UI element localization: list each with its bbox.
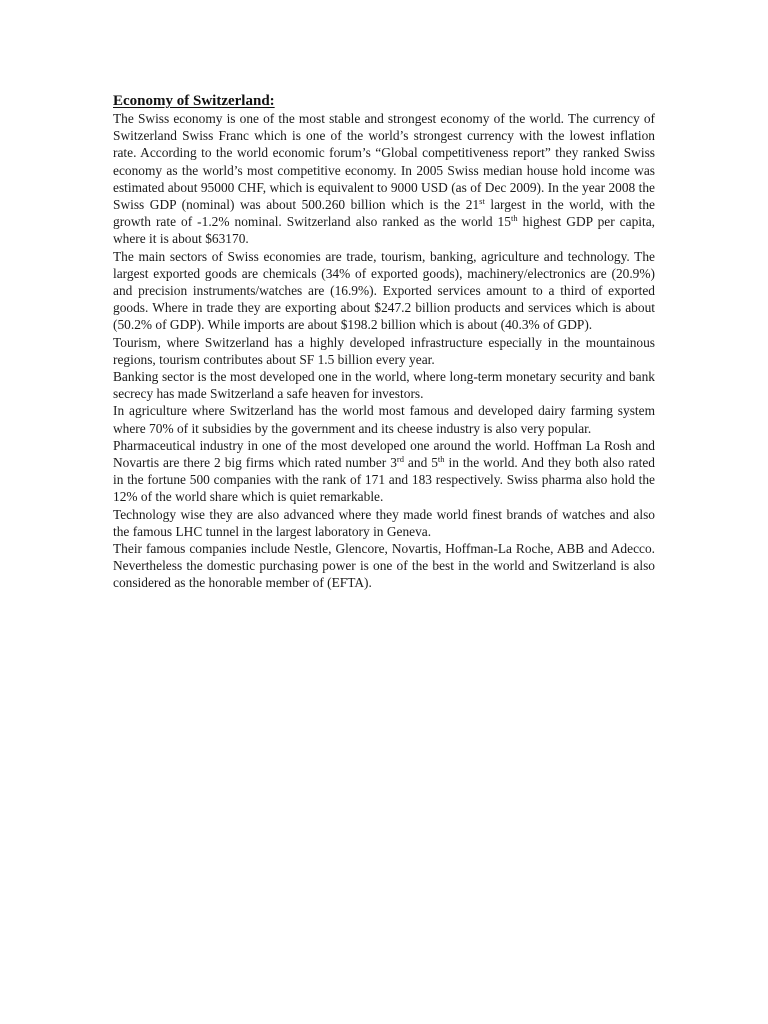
paragraph-pharmaceutical-text-b: and 5: [403, 455, 438, 471]
superscript-st: st: [479, 196, 485, 207]
paragraph-banking: Banking sector is the most developed one in the world, where long-term monetary security and bank secrecy has made Switzerland a safe heaven for investors.: [113, 369, 655, 402]
paragraph-pharmaceutical-text-a: Pharmaceutical industry in one of the most developed one around the world. Hoffman La Rosh and Novartis are there 2 big firms which rated number 3: [113, 437, 655, 471]
paragraph-agriculture: In agriculture where Switzerland has the world most famous and developed dairy farming system where 70% of it subsidies by the government and its cheese industry is also very popular.: [113, 403, 655, 436]
paragraph-tourism: Tourism, where Switzerland has a highly developed infrastructure especially in the mountainous regions, tourism contributes about SF 1.5 billion every year.: [113, 334, 655, 367]
paragraph-technology: Technology wise they are also advanced where they made world finest brands of watches and also the famous LHC tunnel in the largest laboratory in Geneva.: [113, 506, 655, 539]
paragraph-overview-text-c: highest GDP per capita, where it is about $63170.: [113, 214, 655, 247]
paragraph-sectors: The main sectors of Swiss economies are trade, tourism, banking, agriculture and technology. The largest exported goods are chemicals (34% of exported goods), machinery/electronics are (20.9%) and precision instruments/watches are (16.9%). Exported services amount to a third of exported goods. Where in trade they are exporting about $247.2 billion products and services which is about (50.2% of GDP). While imports are about $198.2 billion which is about (40.3% of GDP).: [113, 248, 655, 333]
paragraph-overview-text-b: largest in the world, with the growth rate of -1.2% nominal. Switzerland also ranked as the world 15: [113, 197, 655, 230]
paragraph-overview: [113, 110, 655, 248]
paragraph-pharmaceutical: [113, 437, 655, 506]
paragraph-pharmaceutical-text-c: in the world. And they both also rated in the fortune 500 companies with the rank of 171 and 183 respectively. Swiss pharma also hold the 12% of the world share which is quiet remarkable.: [113, 455, 655, 505]
superscript-th: th: [510, 213, 518, 224]
superscript-th-2: th: [437, 454, 445, 465]
document-title: Economy of Switzerland:: [113, 93, 275, 109]
superscript-rd: rd: [396, 454, 404, 465]
paragraph-overview-text-a: The Swiss economy is one of the most stable and strongest economy of the world. The currency of Switzerland Swiss Franc which is one of the world’s strongest currency with the lowest inflation rate. According to the world economic forum’s “Global competitiveness report” they ranked Swiss economy as the world’s most competitive economy. In 2005 Swiss median house hold income was estimated about 95000 CHF, which is equivalent to 9000 USD (as of Dec 2009). In the year 2008 the Swiss GDP (nominal) was about 500.260 billion which is the 21: [113, 111, 655, 213]
document-body: [113, 92, 655, 592]
paragraph-companies: Their famous companies include Nestle, Glencore, Novartis, Hoffman-La Roche, ABB and Adecco. Nevertheless the domestic purchasing power is one of the best in the world and Switzerland is also considered as the honorable member of (EFTA).: [113, 541, 655, 591]
